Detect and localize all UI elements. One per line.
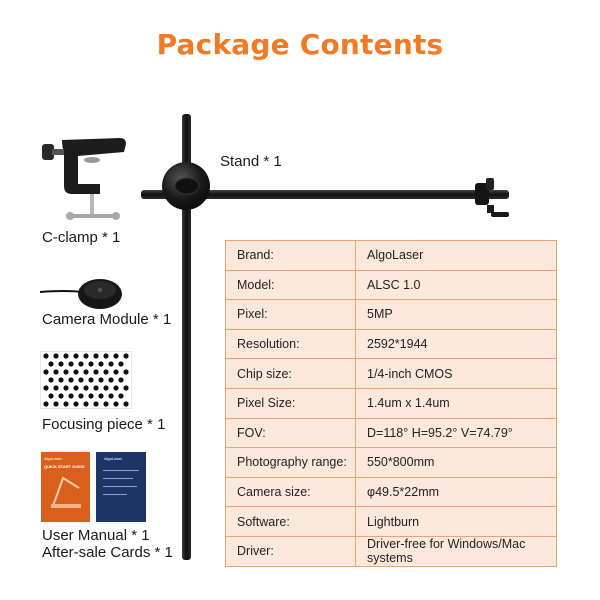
spec-value: D=118° H=95.2° V=74.79° xyxy=(356,418,557,448)
manual-brand: AlgoLaser xyxy=(44,456,63,461)
spec-label: FOV: xyxy=(226,418,356,448)
spec-label: Photography range: xyxy=(226,448,356,478)
spec-label: Driver: xyxy=(226,536,356,566)
spec-table xyxy=(225,240,557,567)
c-clamp-label: C-clamp * 1 xyxy=(42,229,121,246)
camera-module-image xyxy=(40,270,124,314)
spec-value: 1/4-inch CMOS xyxy=(356,359,557,389)
card-brand: AlgoLaser xyxy=(104,456,123,461)
spec-row xyxy=(226,418,557,448)
spec-value: Driver-free for Windows/Mac systems xyxy=(367,537,526,566)
spec-value: AlgoLaser xyxy=(356,241,557,271)
spec-label: Pixel: xyxy=(226,300,356,330)
spec-label: Software: xyxy=(226,507,356,537)
spec-row xyxy=(226,241,557,271)
spec-label: Pixel Size: xyxy=(226,388,356,418)
stand-label: Stand * 1 xyxy=(220,153,282,170)
spec-row xyxy=(226,448,557,478)
manual-heading: QUICK START GUIDE xyxy=(44,464,85,469)
c-clamp-image xyxy=(40,132,130,230)
spec-row xyxy=(226,359,557,389)
spec-value: 1.4um x 1.4um xyxy=(356,388,557,418)
spec-label: Resolution: xyxy=(226,329,356,359)
spec-row xyxy=(226,329,557,359)
spec-label: Brand: xyxy=(226,241,356,271)
spec-row xyxy=(226,300,557,330)
page-title: Package Contents xyxy=(156,28,444,61)
manual-illustration xyxy=(49,474,83,510)
spec-label: Camera size: xyxy=(226,477,356,507)
spec-value: 2592*1944 xyxy=(356,329,557,359)
user-manual-image xyxy=(41,452,90,522)
after-sale-card-image xyxy=(96,452,146,522)
focusing-piece-label: Focusing piece * 1 xyxy=(42,416,166,433)
spec-row xyxy=(226,388,557,418)
user-manual-label: User Manual * 1 xyxy=(42,527,150,544)
camera-module-label: Camera Module * 1 xyxy=(42,311,172,328)
spec-label: Model: xyxy=(226,270,356,300)
spec-row xyxy=(226,507,557,537)
spec-row xyxy=(226,270,557,300)
focusing-piece-image xyxy=(40,351,132,409)
spec-value: 5MP xyxy=(356,300,557,330)
spec-value: φ49.5*22mm xyxy=(356,477,557,507)
spec-row xyxy=(226,536,557,566)
spec-row xyxy=(226,477,557,507)
spec-value: Lightburn xyxy=(356,507,557,537)
after-sale-cards-label: After-sale Cards * 1 xyxy=(42,544,173,561)
spec-label: Chip size: xyxy=(226,359,356,389)
spec-value: 550*800mm xyxy=(356,448,557,478)
spec-value: ALSC 1.0 xyxy=(356,270,557,300)
